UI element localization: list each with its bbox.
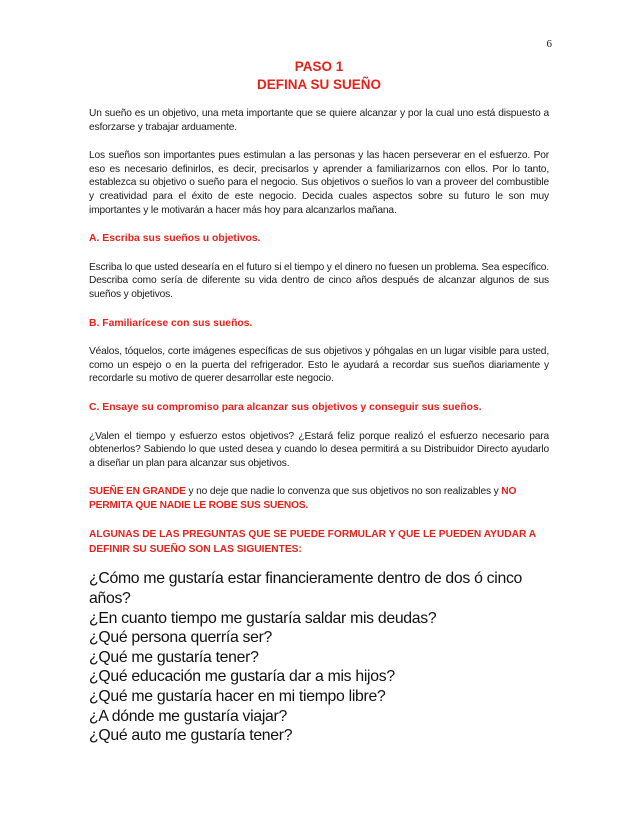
question-item: ¿En cuanto tiempo me gustaría saldar mis deudas?	[89, 609, 437, 627]
dream-big-paragraph	[89, 485, 549, 512]
questions-list	[89, 569, 549, 745]
intro-paragraph: Un sueño es un objetivo, una meta importante que se quiere alcanzar y por la cual uno está dispuesto a esforzarse y trabajar arduamente.	[89, 108, 549, 133]
section-b-heading: B. Familiarícese con sus sueños.	[89, 317, 253, 329]
dream-big-middle: y no deje que nadie lo convenza que sus objetivos no son realizables y	[185, 486, 502, 498]
section-c-heading: C. Ensaye su compromiso para alcanzar sus objetivos y conseguir sus sueños.	[89, 401, 482, 413]
page-number: 6	[546, 38, 552, 50]
section-a-text: Escriba lo que usted desearía en el futuro si el tiempo y el dinero no fuesen un problema. Sea específico. Describa como sería de diferente su vida dentro de cinco años después de alcanzar algunos de sus sueños y objetivos.	[89, 261, 549, 300]
question-item: ¿Qué persona querría ser?	[89, 629, 273, 647]
question-item: ¿Cómo me gustaría estar financieramente dentro de dos ó cinco años?	[89, 570, 523, 608]
section-b-text: Véalos, tóquelos, corte imágenes específicas de sus objetivos y póhgalas en un lugar visible para usted, como un espejo o en la puerta del refrigerador. Esto le ayudará a recordar sus sueños diariamente y recordarle su motivo de querer desarrollar este negocio.	[89, 346, 549, 385]
importance-paragraph: Los sueños son importantes pues estimulan a las personas y las hacen perseverar en el esfuerzo. Por eso es necesario definirlos, es decir, precisarlos y aprender a familiarizarnos con ellos. Por lo tanto, establezca su objetivo o sueño para el negocio. Sus objetivos o sueños lo van a proveer del combustible y creatividad para el éxito de este negocio. Decida cuales aspectos sobre su futuro le son muy importantes y le motivarán a hacer más hoy para alcanzarlos mañana.	[89, 150, 549, 216]
section-c-text: ¿Valen el tiempo y esfuerzo estos objetivos? ¿Estará feliz porque realizó el esfuerzo necesario para obtenerlos? Sabiendo lo que usted desea y cuando lo desea permitirá a su Distribuidor Directo ayudarlo a diseñar un plan para alcanzar sus objetivos.	[89, 430, 549, 469]
question-item: ¿A dónde me gustaría viajar?	[89, 707, 287, 725]
section-a-heading: A. Escriba sus sueños u objetivos.	[89, 233, 261, 245]
step-title: PASO 1	[294, 59, 344, 74]
question-item: ¿Qué auto me gustaría tener?	[89, 727, 293, 745]
dream-big-warning: NO PERMITA QUE NADIE LE ROBE SUS SUENOS.	[89, 486, 517, 511]
page-content	[89, 58, 549, 746]
dream-big-emphasis: SUEÑE EN GRANDE	[89, 486, 186, 498]
question-item: ¿Qué educación me gustaría dar a mis hijos?	[89, 668, 395, 686]
question-item: ¿Qué me gustaría tener?	[89, 648, 259, 666]
questions-intro: ALGUNAS DE LAS PREGUNTAS QUE SE PUEDE FORMULAR Y QUE LE PUEDEN AYUDAR A DEFINIR SU SUEÑO SON LAS SIGUIENTES:	[89, 529, 536, 556]
question-item: ¿Qué me gustaría hacer en mi tiempo libre?	[89, 688, 386, 706]
step-subtitle: DEFINA SU SUEÑO	[256, 77, 381, 92]
